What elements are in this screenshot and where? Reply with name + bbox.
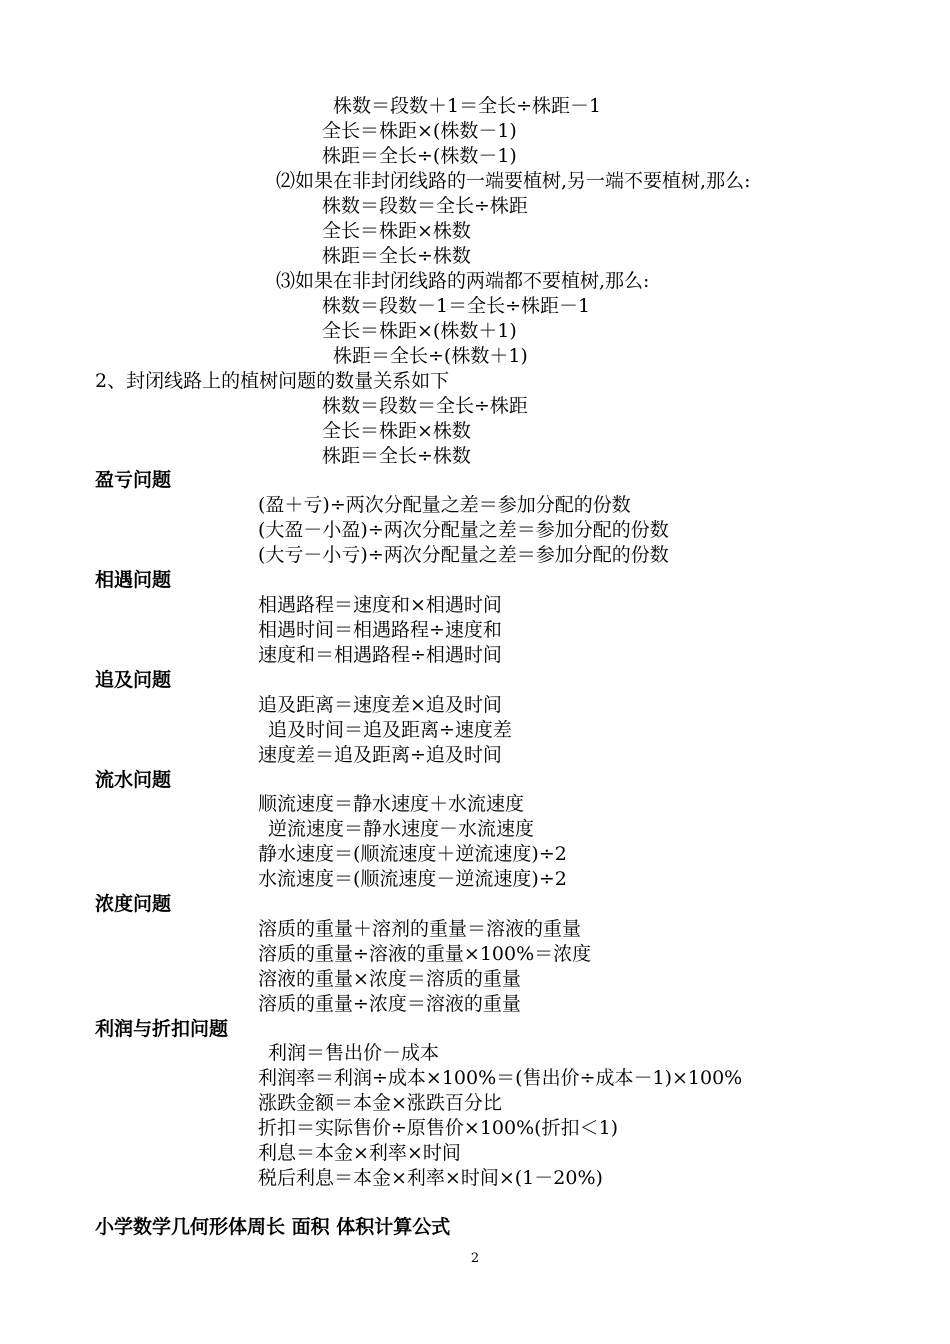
section-heading: 盈亏问题 [95,469,172,491]
formula-line: 株数＝段数＋1＝全长÷株距－1 [333,95,602,117]
formula-line: 顺流速度＝静水速度＋水流速度 [258,793,525,815]
formula-line: 速度差＝追及距离÷追及时间 [258,744,502,766]
formula-line: 溶液的重量×浓度＝溶质的重量 [258,968,521,990]
formula-line: 相遇路程＝速度和×相遇时间 [258,594,502,616]
formula-line: 株距＝全长÷株数 [322,445,471,467]
formula-line: 株距＝全长÷(株数＋1) [333,345,528,367]
formula-line: 逆流速度＝静水速度－水流速度 [268,818,535,840]
formula-line: 追及距离＝速度差×追及时间 [258,694,502,716]
formula-line: 株数＝段数＝全长÷株距 [322,395,528,417]
formula-line: 溶质的重量÷溶液的重量×100%＝浓度 [258,943,592,965]
formula-line: 全长＝株距×(株数－1) [322,120,517,142]
formula-line: 水流速度＝(顺流速度－逆流速度)÷2 [258,868,567,890]
formula-line: 利润＝售出价－成本 [268,1042,440,1064]
formula-line: (大亏－小亏)÷两次分配量之差＝参加分配的份数 [258,544,669,566]
section-heading: 相遇问题 [95,569,172,591]
formula-line: (大盈－小盈)÷两次分配量之差＝参加分配的份数 [258,519,669,541]
formula-line: (盈＋亏)÷两次分配量之差＝参加分配的份数 [258,494,631,516]
section-heading: 追及问题 [95,669,172,691]
formula-line: 折扣＝实际售价÷原售价×100%(折扣＜1) [258,1117,619,1139]
section-heading: 利润与折扣问题 [95,1018,229,1040]
formula-line: 株数＝段数－1＝全长÷株距－1 [322,295,591,317]
formula-line: 静水速度＝(顺流速度＋逆流速度)÷2 [258,843,567,865]
formula-line: 涨跌金额＝本金×涨跌百分比 [258,1092,502,1114]
section-heading: 流水问题 [95,769,172,791]
formula-line: 利息＝本金×利率×时间 [258,1142,461,1164]
formula-line: 利润率＝利润÷成本×100%＝(售出价÷成本－1)×100% [258,1067,743,1089]
formula-line: 速度和＝相遇路程÷相遇时间 [258,644,502,666]
formula-line: 溶质的重量÷浓度＝溶液的重量 [258,993,521,1015]
page-number: 2 [470,1251,480,1266]
formula-line: 株数＝段数＝全长÷株距 [322,195,528,217]
subsection-title: 2、封闭线路上的植树问题的数量关系如下 [95,370,450,392]
formula-line: 全长＝株距×株数 [322,220,471,242]
case-title: ⑵如果在非封闭线路的一端要植树,另一端不要植树,那么: [276,170,751,192]
formula-line: 全长＝株距×株数 [322,420,471,442]
formula-line: 相遇时间＝相遇路程÷速度和 [258,619,502,641]
case-title: ⑶如果在非封闭线路的两端都不要植树,那么: [276,270,650,292]
section-heading: 浓度问题 [95,893,172,915]
geometry-heading: 小学数学几何形体周长 面积 体积计算公式 [95,1216,451,1238]
formula-line: 全长＝株距×(株数＋1) [322,320,517,342]
formula-line: 追及时间＝追及距离÷速度差 [268,719,512,741]
formula-line: 税后利息＝本金×利率×时间×(1－20%) [258,1167,603,1189]
formula-line: 溶质的重量＋溶剂的重量＝溶液的重量 [258,918,582,940]
formula-line: 株距＝全长÷株数 [322,245,471,267]
formula-line: 株距＝全长÷(株数－1) [322,145,517,167]
